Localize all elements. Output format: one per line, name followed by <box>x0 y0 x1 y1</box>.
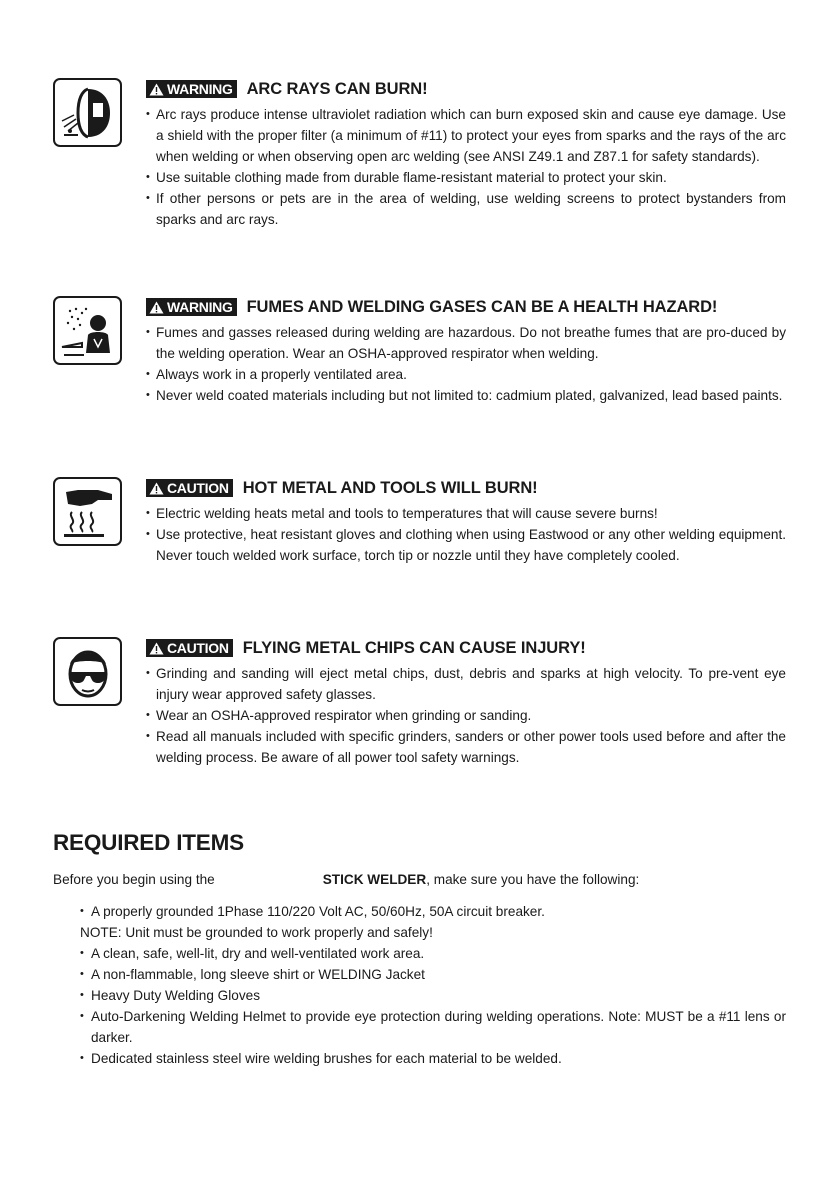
required-items-list <box>80 901 786 1069</box>
list-item: • Heavy Duty Welding Gloves <box>80 985 786 1006</box>
list-item: • Always work in a properly ventilated area. <box>146 364 786 385</box>
safety-glasses-face-icon <box>53 637 122 706</box>
note-text: NOTE: Unit must be grounded to work properly and safely! <box>80 925 433 940</box>
warning-triangle-icon <box>149 83 164 96</box>
list-item: • A properly grounded 1Phase 110/220 Volt AC, 50/60Hz, 50A circuit breaker. <box>80 901 786 922</box>
list-item: • Wear an OSHA-approved respirator when grinding or sanding. <box>146 705 786 726</box>
list-item: • A non-flammable, long sleeve shirt or WELDING Jacket <box>80 964 786 985</box>
warning-triangle-icon <box>149 642 164 655</box>
hot-surface-hand-icon <box>53 477 122 546</box>
warning-triangle-icon <box>149 482 164 495</box>
list-item: • Never weld coated materials including but not limited to: cadmium plated, galvanized, lead based paints. <box>146 385 786 406</box>
list-item: • Read all manuals included with specific grinders, sanders or other power tools used before and after the welding process. Be aware of all power tool safety warnings. <box>146 726 786 768</box>
warning-triangle-icon <box>149 301 164 314</box>
caution-badge: CAUTION <box>146 479 233 497</box>
list-item: • If other persons or pets are in the area of welding, use welding screens to protect bystanders from sparks and arc rays. <box>146 188 786 230</box>
fumes-icon <box>53 296 122 365</box>
section-title: FLYING METAL CHIPS CAN CAUSE INJURY! <box>242 638 586 657</box>
caution-badge: CAUTION <box>146 639 233 657</box>
list-item: • Dedicated stainless steel wire welding brushes for each material to be welded. <box>80 1048 786 1069</box>
warning-badge: WARNING <box>146 298 237 316</box>
required-intro: Before you begin using the STICK WELDER, make sure you have the following: <box>53 872 640 887</box>
warning-badge: WARNING <box>146 80 237 98</box>
list-item: • Electric welding heats metal and tools to temperatures that will cause severe burns! <box>146 503 786 524</box>
list-item: • A clean, safe, well-lit, dry and well-ventilated work area. <box>80 943 786 964</box>
list-item: • Use suitable clothing made from durable flame-resistant material to protect your skin. <box>146 167 786 188</box>
list-item: • Arc rays produce intense ultraviolet radiation which can burn exposed skin and cause eye damage. Use a shield with the proper filter (a minimum of #11) to protect your eyes from sparks and the rays of the arc when welding or when observing open arc welding (see ANSI Z49.1 and Z87.1 for safety standards). <box>146 104 786 167</box>
required-items-heading: REQUIRED ITEMS <box>53 830 244 855</box>
welding-helmet-icon <box>53 78 122 147</box>
list-item: • Grinding and sanding will eject metal chips, dust, debris and sparks at high velocity. To pre-vent eye injury wear approved safety glasses. <box>146 663 786 705</box>
product-name: STICK WELDER <box>322 872 427 887</box>
list-item: • Auto-Darkening Welding Helmet to provide eye protection during welding operations. Note: MUST be a #11 lens or darker. <box>80 1006 786 1048</box>
list-item: • Fumes and gasses released during welding are hazardous. Do not breathe fumes that are pro-duced by the welding operation. Wear an OSHA-approved respirator when welding. <box>146 322 786 364</box>
section-title: FUMES AND WELDING GASES CAN BE A HEALTH HAZARD! <box>246 297 718 316</box>
list-item: • Use protective, heat resistant gloves and clothing when using Eastwood or any other welding equipment. Never touch welded work surface, torch tip or nozzle until they have completely cooled. <box>146 524 786 566</box>
section-title: ARC RAYS CAN BURN! <box>246 79 428 98</box>
section-title: HOT METAL AND TOOLS WILL BURN! <box>242 478 538 497</box>
